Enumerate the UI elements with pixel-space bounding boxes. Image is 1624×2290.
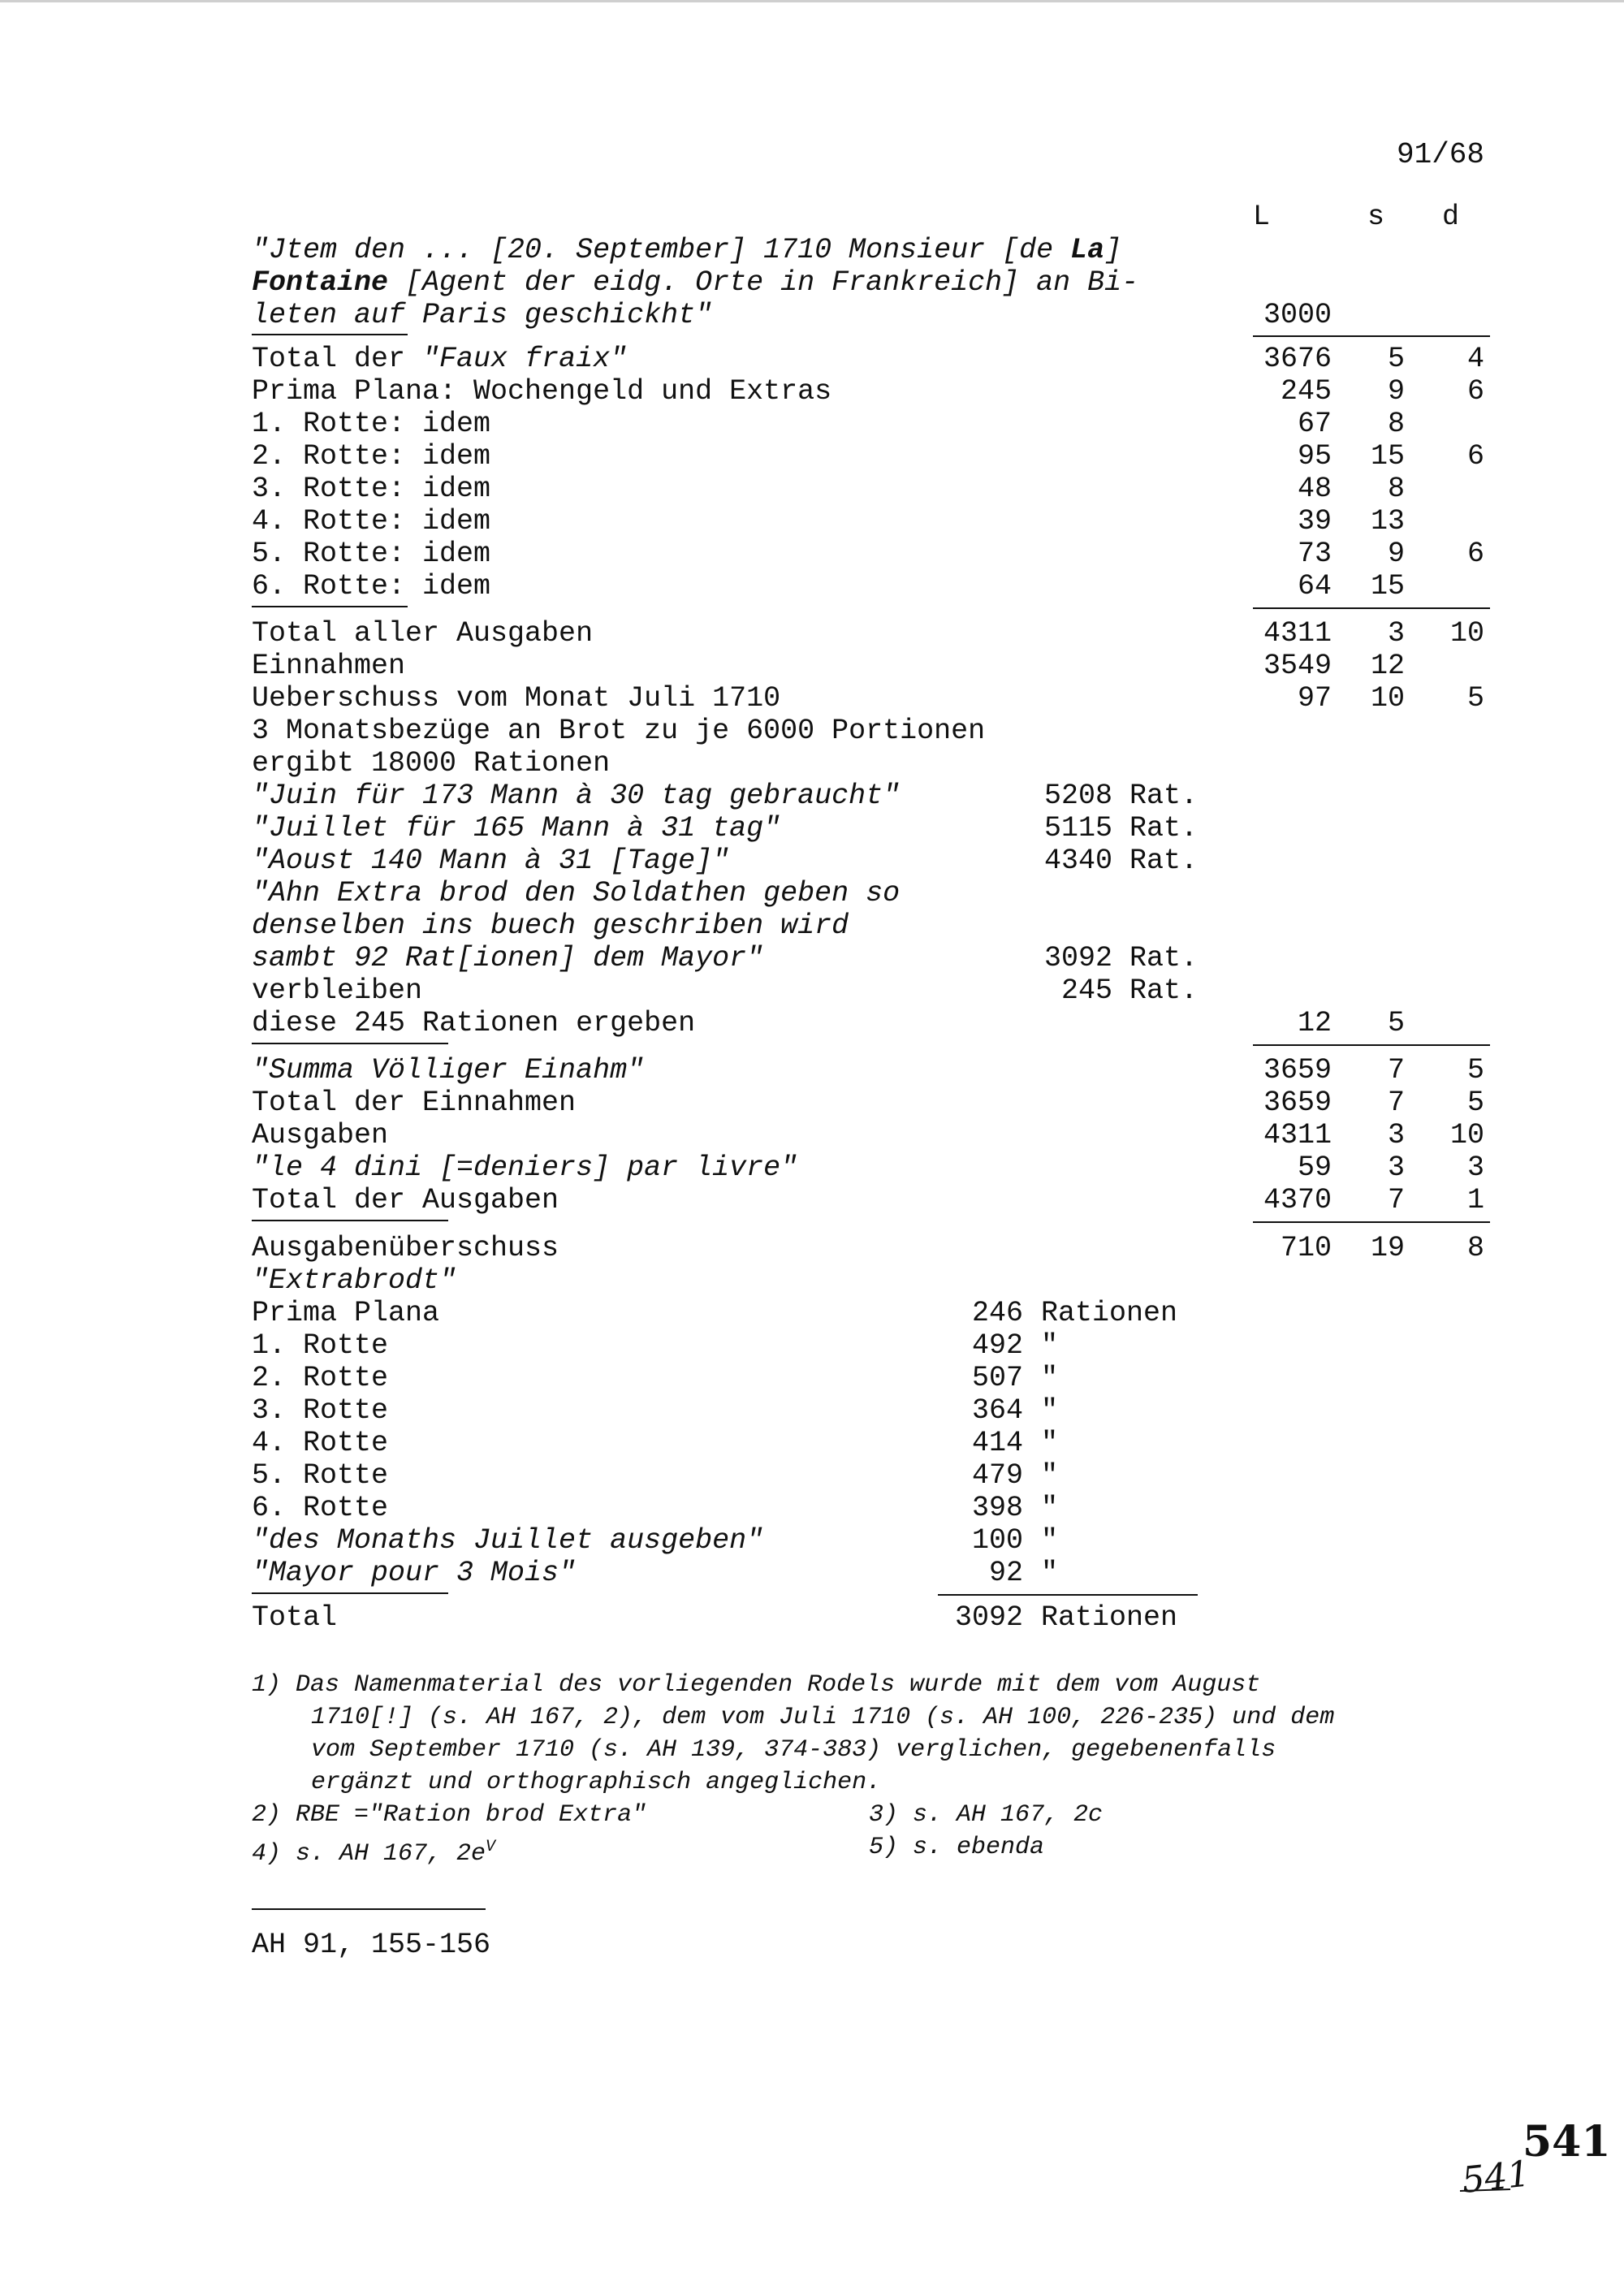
ration-row-label: "Aoust 140 Mann à 31 [Tage]"	[252, 845, 730, 877]
intro-line-3: leten auf Paris geschickht"	[252, 299, 713, 331]
ledger-row-label: "le 4 dini [=deniers] par livre"	[252, 1151, 798, 1184]
amount-sous: 7	[1387, 1054, 1405, 1087]
section-rule-left	[252, 1043, 448, 1044]
amount-livres: 67	[1297, 408, 1332, 440]
ration-row-value: 5115 Rat.	[1043, 812, 1198, 845]
ledger-row-label: Ausgaben	[252, 1119, 389, 1151]
top-edge-line	[0, 0, 1624, 2]
footnote-1-line-2: 1710[!] (s. AH 167, 2), dem vom Juli 1710 (s. AH 100, 226-235) und dem	[311, 1704, 1335, 1731]
section-rule-right	[1253, 1044, 1490, 1046]
amount-sous: 3	[1387, 1119, 1405, 1151]
footnote-2: 2) RBE ="Ration brod Extra"	[252, 1801, 647, 1829]
ration-row-label: "Juin für 173 Mann à 30 tag gebraucht"	[252, 780, 901, 812]
section-rule-right	[1253, 335, 1490, 337]
amount-livres: 3676	[1263, 343, 1332, 375]
page-number: 91/68	[1397, 138, 1485, 171]
amount-deniers: 5	[1466, 1054, 1484, 1087]
stamp-lower: 541	[1459, 2153, 1532, 2201]
extrabrodt-title: "Extrabrodt"	[252, 1264, 457, 1297]
section-rule-right	[1253, 1221, 1490, 1223]
ration-row-label: denselben ins buech geschriben wird	[252, 910, 849, 942]
footnote-1-line-3: vom September 1710 (s. AH 139, 374-383) verglichen, gegebenenfalls	[311, 1736, 1276, 1764]
amount-deniers: 1	[1466, 1184, 1484, 1216]
column-header-livres: L	[1253, 201, 1271, 233]
ledger-row-label: Total aller Ausgaben	[252, 617, 594, 650]
column-header-deniers: d	[1442, 201, 1460, 233]
amount-sous: 3	[1387, 1151, 1405, 1184]
amount-livres: 64	[1297, 570, 1332, 603]
ledger-row-label: Total der "Faux fraix"	[252, 343, 628, 375]
extrabrodt-row-label: 4. Rotte	[252, 1427, 389, 1459]
amount-livres: 710	[1280, 1232, 1332, 1264]
extrabrodt-row-label: 3. Rotte	[252, 1394, 389, 1427]
amount-deniers: 6	[1466, 375, 1484, 408]
section-rule-left	[252, 1220, 448, 1221]
amount-deniers: 3	[1466, 1151, 1484, 1184]
extrabrodt-row-label: 5. Rotte	[252, 1459, 389, 1492]
section-rule-right	[938, 1594, 1198, 1596]
extrabrodt-total-value: 3092	[954, 1601, 1023, 1634]
extrabrodt-total-label: Total	[252, 1601, 338, 1634]
surplus-label: Ausgabenüberschuss	[252, 1232, 559, 1264]
amount-livres: 3659	[1263, 1087, 1332, 1119]
stamp-upper: 541	[1522, 2117, 1611, 2167]
ration-row-value: 4340 Rat.	[1043, 845, 1198, 877]
section-rule-right	[1253, 607, 1490, 609]
ledger-row-label: ergibt 18000 Rationen	[252, 747, 611, 780]
amount-deniers: 6	[1466, 440, 1484, 473]
extrabrodt-row-unit: "	[1041, 1362, 1059, 1394]
ledger-row-label: 4. Rotte: idem	[252, 505, 491, 538]
intro-line-2: Fontaine [Agent der eidg. Orte in Frankreich] an Bi-	[252, 266, 1139, 299]
extrabrodt-row-unit: "	[1041, 1459, 1059, 1492]
amount-sous: 12	[1370, 650, 1405, 682]
ledger-row-label: Total der Einnahmen	[252, 1087, 577, 1119]
ledger-row-label: Total der Ausgaben	[252, 1184, 559, 1216]
amount-livres: 97	[1297, 682, 1332, 715]
amount-livres: 12	[1297, 1007, 1332, 1039]
ration-row-value: 5208 Rat.	[1043, 780, 1198, 812]
amount-sous: 19	[1370, 1232, 1405, 1264]
handwritten-page-stamp	[1453, 2111, 1611, 2201]
ration-result-label: diese 245 Rationen ergeben	[252, 1007, 696, 1039]
ledger-row-label: Prima Plana: Wochengeld und Extras	[252, 375, 832, 408]
extrabrodt-row-unit: "	[1041, 1524, 1059, 1557]
extrabrodt-row-value: 246	[971, 1297, 1023, 1329]
amount-livres: 4311	[1263, 1119, 1332, 1151]
amount-sous: 10	[1370, 682, 1405, 715]
intro-amount: 3000	[1263, 299, 1332, 331]
amount-deniers: 8	[1466, 1232, 1484, 1264]
amount-sous: 15	[1370, 440, 1405, 473]
amount-livres: 48	[1297, 473, 1332, 505]
amount-sous: 8	[1387, 473, 1405, 505]
ledger-row-label: 2. Rotte: idem	[252, 440, 491, 473]
amount-sous: 3	[1387, 617, 1405, 650]
amount-livres: 95	[1297, 440, 1332, 473]
amount-sous: 9	[1387, 538, 1405, 570]
extrabrodt-row-label: 2. Rotte	[252, 1362, 389, 1394]
ration-row-label: verbleiben	[252, 974, 423, 1007]
footnote-1-line-1: 1) Das Namenmaterial des vorliegenden Rodels wurde mit dem vom August	[252, 1671, 1261, 1699]
amount-deniers: 5	[1466, 682, 1484, 715]
amount-sous: 9	[1387, 375, 1405, 408]
ration-row-value: 245 Rat.	[1060, 974, 1198, 1007]
extrabrodt-row-unit: "	[1041, 1394, 1059, 1427]
extrabrodt-row-value: 414	[971, 1427, 1023, 1459]
amount-sous: 5	[1387, 1007, 1405, 1039]
extrabrodt-row-label: "des Monaths Juillet ausgeben"	[252, 1524, 764, 1557]
extrabrodt-total-unit: Rationen	[1041, 1601, 1178, 1634]
amount-livres: 3549	[1263, 650, 1332, 682]
ration-row-value: 3092 Rat.	[1043, 942, 1198, 974]
extrabrodt-row-value: 364	[971, 1394, 1023, 1427]
amount-deniers: 10	[1449, 1119, 1484, 1151]
column-header-sous: s	[1367, 201, 1385, 233]
amount-deniers: 5	[1466, 1087, 1484, 1119]
ration-row-label: "Juillet für 165 Mann à 31 tag"	[252, 812, 781, 845]
ledger-row-label: Einnahmen	[252, 650, 406, 682]
amount-livres: 73	[1297, 538, 1332, 570]
amount-sous: 13	[1370, 505, 1405, 538]
extrabrodt-row-unit: "	[1041, 1557, 1059, 1589]
amount-deniers: 6	[1466, 538, 1484, 570]
amount-sous: 7	[1387, 1184, 1405, 1216]
extrabrodt-row-label: Prima Plana	[252, 1297, 440, 1329]
extrabrodt-row-unit: "	[1041, 1329, 1059, 1362]
amount-livres: 4311	[1263, 617, 1332, 650]
source-reference: AH 91, 155-156	[252, 1929, 491, 1961]
intro-line-1: "Jtem den ... [20. September] 1710 Monsieur [de La]	[252, 234, 1122, 266]
ledger-row-label: 1. Rotte: idem	[252, 408, 491, 440]
amount-deniers: 10	[1449, 617, 1484, 650]
section-rule-left	[252, 334, 408, 335]
extrabrodt-row-label: 6. Rotte	[252, 1492, 389, 1524]
amount-livres: 3659	[1263, 1054, 1332, 1087]
amount-livres: 245	[1280, 375, 1332, 408]
ledger-row-label: Ueberschuss vom Monat Juli 1710	[252, 682, 781, 715]
extrabrodt-row-value: 398	[971, 1492, 1023, 1524]
ledger-row-label: 5. Rotte: idem	[252, 538, 491, 570]
extrabrodt-row-label: "Mayor pour 3 Mois"	[252, 1557, 577, 1589]
amount-livres: 39	[1297, 505, 1332, 538]
ration-row-label: sambt 92 Rat[ionen] dem Mayor"	[252, 942, 764, 974]
section-rule-left	[252, 1592, 448, 1594]
amount-sous: 8	[1387, 408, 1405, 440]
ledger-row-label: 3. Rotte: idem	[252, 473, 491, 505]
extrabrodt-row-unit: "	[1041, 1427, 1059, 1459]
extrabrodt-row-unit: Rationen	[1041, 1297, 1178, 1329]
extrabrodt-row-label: 1. Rotte	[252, 1329, 389, 1362]
footnote-4: 4) s. AH 167, $2e^V$	[252, 1838, 496, 1868]
extrabrodt-row-unit: "	[1041, 1492, 1059, 1524]
source-rule	[252, 1908, 486, 1910]
amount-sous: 7	[1387, 1087, 1405, 1119]
amount-deniers: 4	[1466, 343, 1484, 375]
ledger-row-label: 6. Rotte: idem	[252, 570, 491, 603]
extrabrodt-row-value: 507	[971, 1362, 1023, 1394]
footnote-5: 5) s. ebenda	[869, 1834, 1045, 1861]
extrabrodt-row-value: 479	[971, 1459, 1023, 1492]
section-rule-left	[252, 606, 408, 607]
footnote-1-line-4: ergänzt und orthographisch angeglichen.	[311, 1769, 882, 1796]
extrabrodt-row-value: 100	[971, 1524, 1023, 1557]
ledger-row-label: "Summa Völliger Einahm"	[252, 1054, 645, 1087]
ledger-row-label: 3 Monatsbezüge an Brot zu je 6000 Portionen	[252, 715, 986, 747]
extrabrodt-row-value: 92	[988, 1557, 1023, 1589]
footnote-3: 3) s. AH 167, 2c	[869, 1801, 1104, 1829]
extrabrodt-row-value: 492	[971, 1329, 1023, 1362]
amount-livres: 59	[1297, 1151, 1332, 1184]
amount-sous: 15	[1370, 570, 1405, 603]
amount-sous: 5	[1387, 343, 1405, 375]
amount-livres: 4370	[1263, 1184, 1332, 1216]
ration-row-label: "Ahn Extra brod den Soldathen geben so	[252, 877, 901, 910]
